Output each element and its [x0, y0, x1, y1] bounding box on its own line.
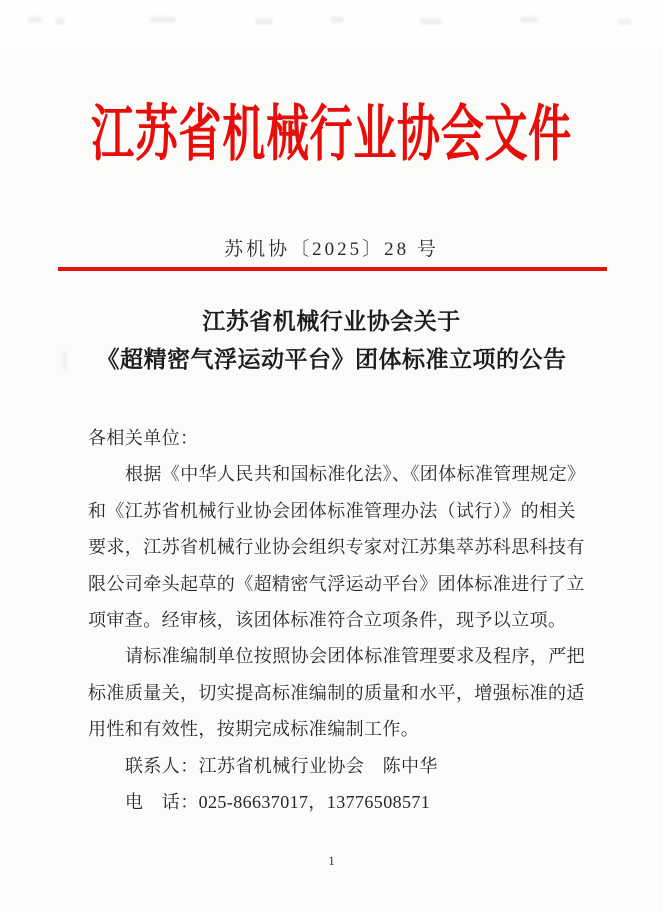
contact-phone-line: 电 话：025-86637017，13776508571 — [125, 791, 431, 812]
body-line: 项审查。经审核，该团体标准符合立项条件，现予以立项。 — [88, 609, 567, 630]
document-body — [88, 420, 588, 820]
body-line: 和《江苏省机械行业协会团体标准管理办法（试行）》的相关 — [88, 500, 576, 521]
document-number: 苏机协〔2025〕28 号 — [224, 239, 439, 260]
document-title-line1: 江苏省机械行业协会关于 — [202, 309, 461, 334]
body-line: 要求，江苏省机械行业协会组织专家对江苏集萃苏科思科技有 — [88, 537, 585, 558]
body-line: 请标准编制单位按照协会团体标准管理要求及程序，严把 — [125, 646, 585, 667]
letterhead-org-title: 江苏省机械行业协会文件 — [91, 101, 572, 169]
page-number: 1 — [328, 853, 335, 868]
salutation-line: 各相关单位： — [88, 428, 199, 448]
document-title-line2: 《超精密气浮运动平台》团体标准立项的公告 — [96, 347, 567, 372]
body-line: 标准质量关，切实提高标准编制的质量和水平，增强标准的适 — [88, 682, 585, 703]
contact-person-line: 联系人：江苏省机械行业协会 陈中华 — [125, 755, 438, 776]
red-divider-rule — [58, 267, 607, 271]
body-line: 用性和有效性，按期完成标准编制工作。 — [88, 719, 420, 740]
body-line: 根据《中华人民共和国标准化法》、《团体标准管理规定》 — [125, 464, 586, 485]
document-title — [0, 303, 663, 379]
body-line: 限公司牵头起草的《超精密气浮运动平台》团体标准进行了立 — [88, 573, 585, 594]
